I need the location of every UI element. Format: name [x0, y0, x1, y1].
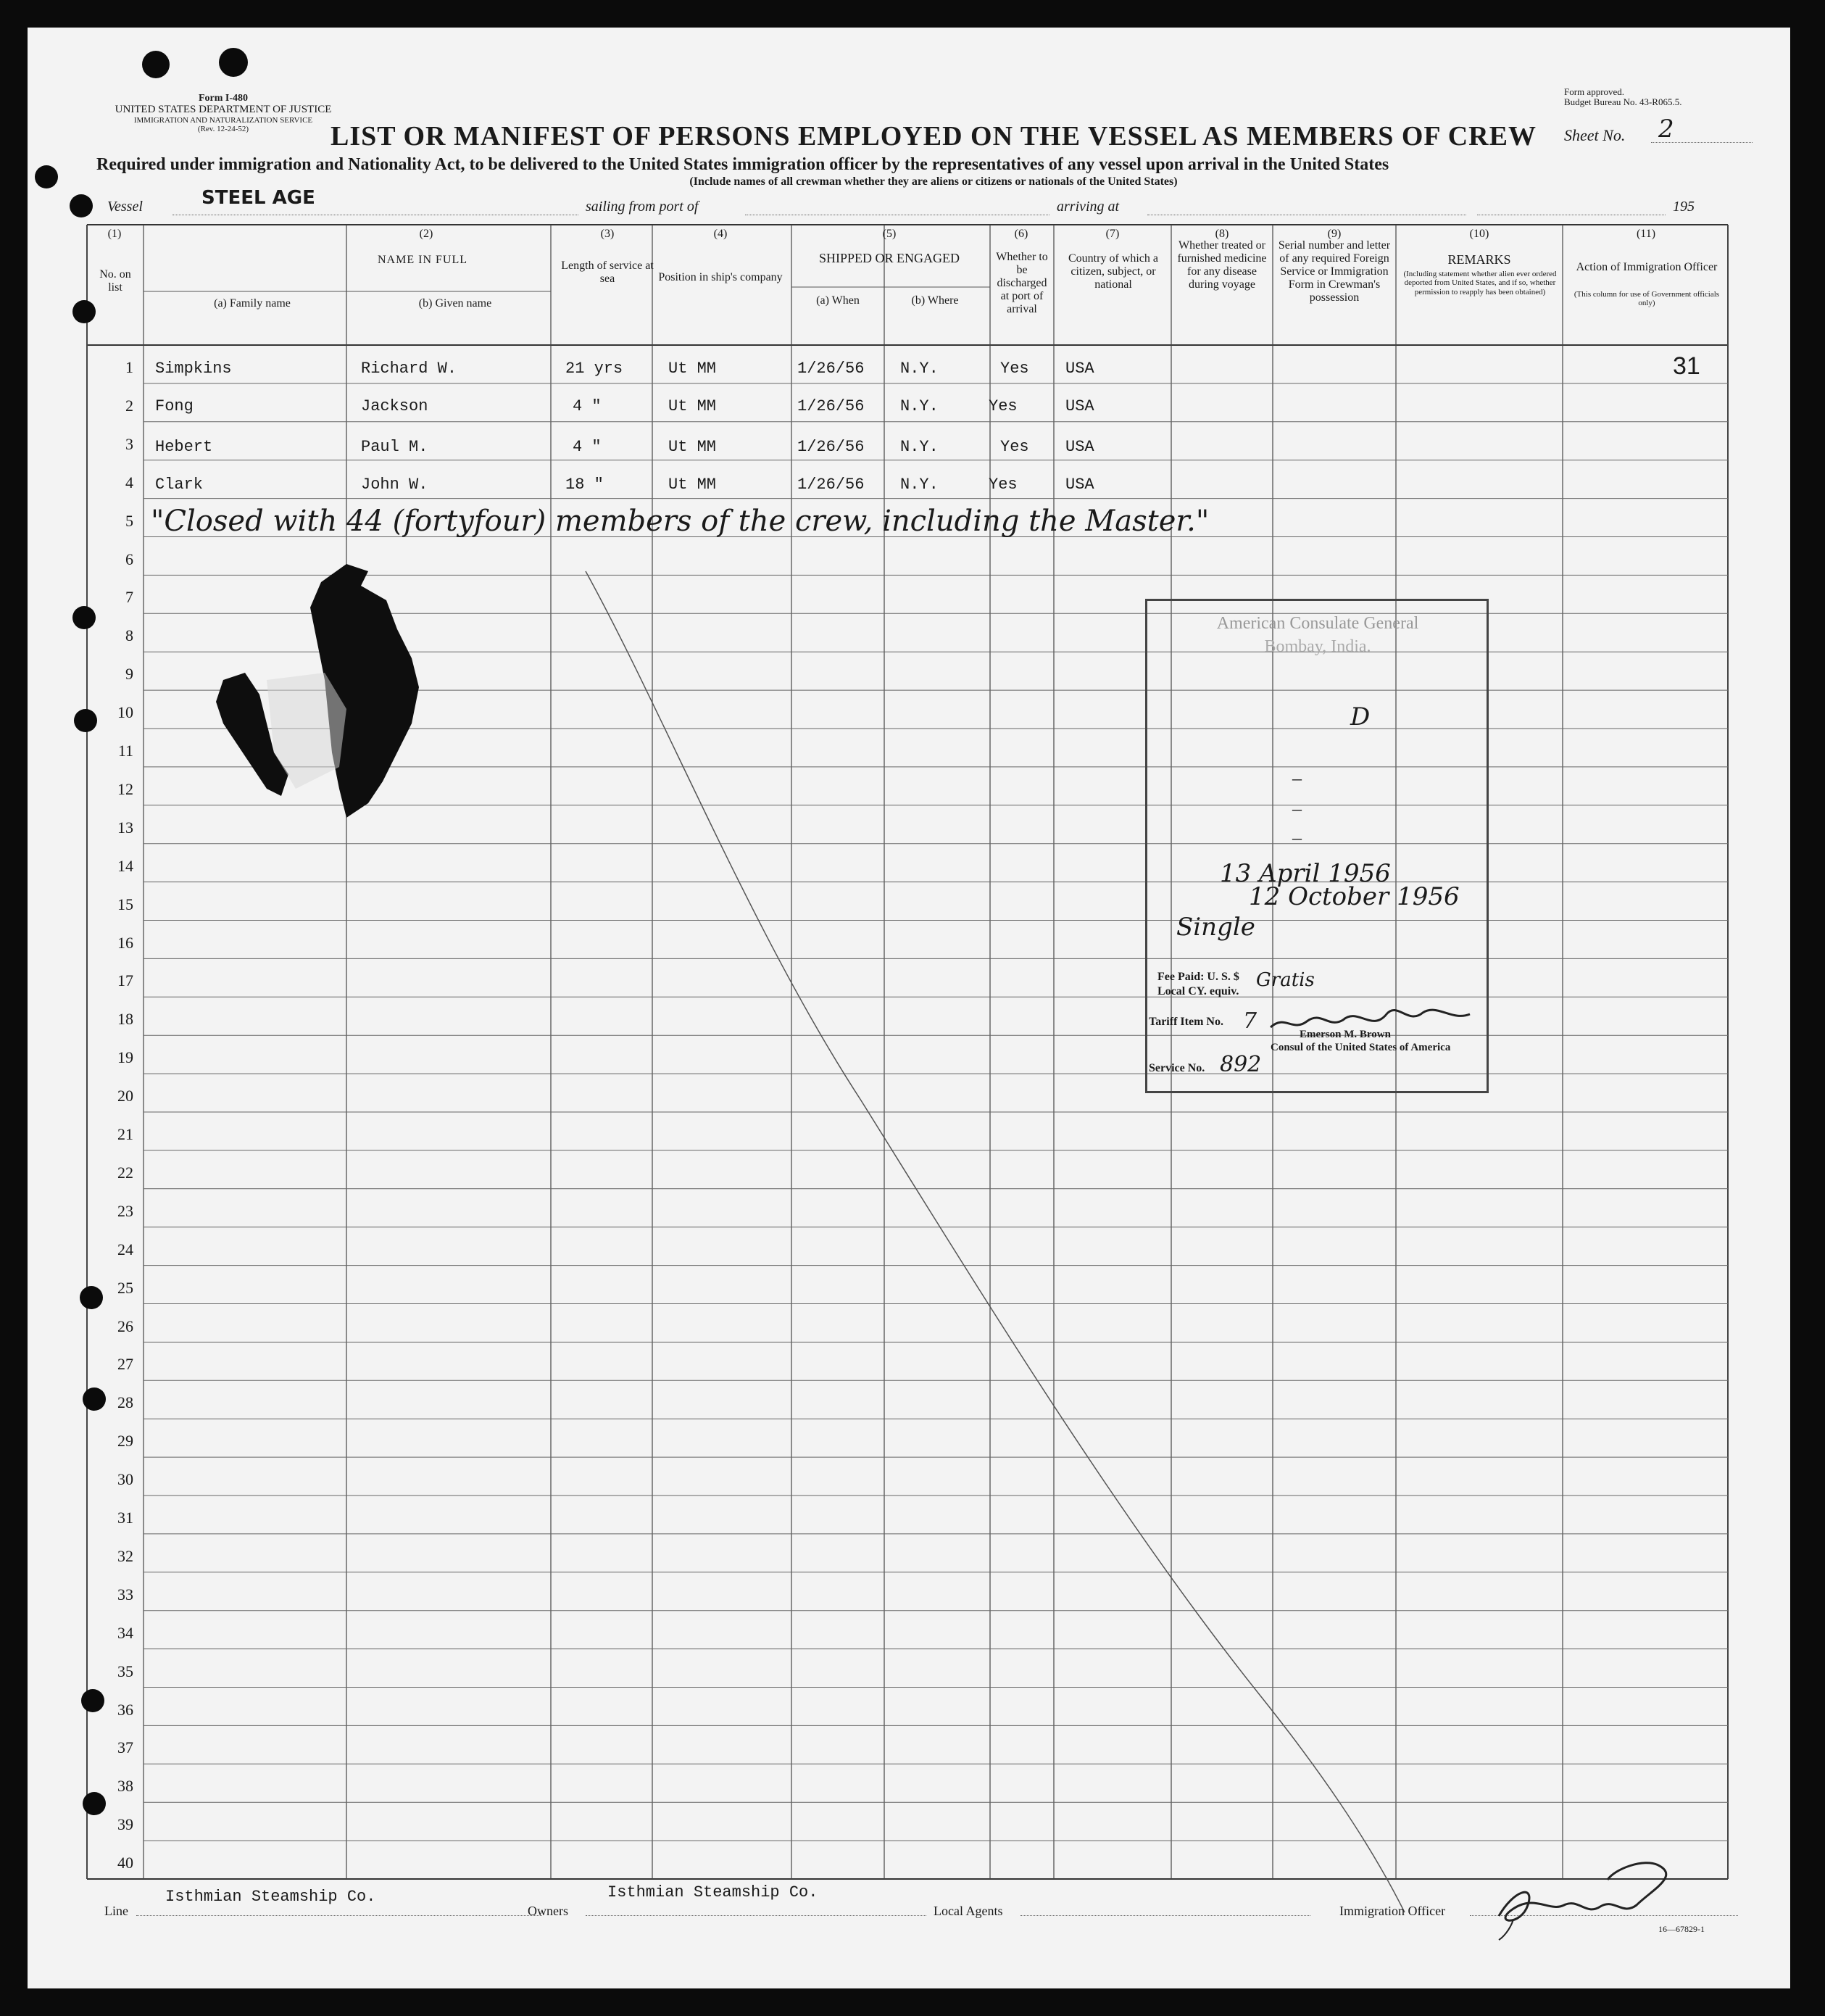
- ink-blot: [180, 549, 484, 854]
- length-of-service: 18 ": [565, 476, 604, 494]
- row-number: 2: [125, 396, 133, 415]
- country: USA: [1065, 397, 1094, 415]
- row-number: 38: [117, 1777, 133, 1796]
- col9-number: (9): [1327, 228, 1342, 240]
- row-number: 22: [117, 1163, 133, 1182]
- row-number: 40: [117, 1854, 133, 1872]
- shipped-when: 1/26/56: [797, 397, 865, 415]
- shipped-when: 1/26/56: [797, 360, 865, 378]
- requirement-text: Required under immigration and Nationality Act, to be delivered to the United States immigration officer by the representatives of any vessel upon arrival in the United States: [96, 155, 1389, 174]
- col2-number: (2): [419, 228, 433, 240]
- binder-hole: [72, 300, 96, 323]
- binder-hole: [74, 709, 97, 732]
- row-number: 17: [117, 971, 133, 990]
- row-number: 5: [125, 511, 133, 530]
- position: Ut MM: [668, 360, 717, 378]
- row-number: 13: [117, 818, 133, 837]
- budget-number: Budget Bureau No. 43-R065.5.: [1564, 96, 1682, 108]
- family-name: Clark: [155, 476, 204, 494]
- col2a-header: (a) Family name: [214, 297, 291, 310]
- line-value: Isthmian Steamship Co.: [165, 1888, 376, 1906]
- col11-number: (11): [1636, 228, 1656, 240]
- stamp-consul-name: Emerson M. Brown: [1300, 1029, 1391, 1040]
- row-number: 27: [117, 1355, 133, 1374]
- manifest-page: [28, 28, 1790, 1988]
- row-number: 18: [117, 1010, 133, 1029]
- binder-hole: [80, 1286, 103, 1309]
- row-number: 15: [117, 895, 133, 913]
- shipped-when: 1/26/56: [797, 476, 865, 494]
- col8-header: Whether treated or furnished medicine for any disease during voyage: [1177, 239, 1267, 291]
- shipped-where: N.Y.: [900, 360, 939, 378]
- row-number: 35: [117, 1662, 133, 1680]
- stamp-entry: Single: [1176, 913, 1255, 942]
- row-number: 12: [117, 779, 133, 798]
- shipped-where: N.Y.: [900, 397, 939, 415]
- col5b-header: (b) Where: [911, 294, 959, 307]
- stamp-service-value: 892: [1220, 1052, 1262, 1077]
- stamp-tariff-value: 7: [1243, 1008, 1257, 1034]
- stamp-tariff-label: Tariff Item No.: [1149, 1016, 1223, 1028]
- row-number: 24: [117, 1240, 133, 1258]
- col5-header: SHIPPED OR ENGAGED: [818, 251, 960, 265]
- row-number: 7: [125, 588, 133, 607]
- family-name: Simpkins: [155, 360, 232, 378]
- given-name: Paul M.: [361, 438, 428, 456]
- include-note: (Include names of all crewman whether they are aliens or citizens or nationals of the United States): [689, 175, 1178, 188]
- line-label: Line: [104, 1904, 128, 1918]
- arriving-label: arriving at: [1057, 199, 1120, 215]
- row-number: 11: [117, 742, 133, 760]
- col11-note: (This column for use of Government officials only): [1574, 290, 1720, 308]
- row-number: 8: [125, 626, 133, 645]
- position: Ut MM: [668, 438, 717, 456]
- shipped-where: N.Y.: [900, 476, 939, 494]
- officer-action: 31: [1673, 352, 1700, 380]
- col10-note: (Including statement whether alien ever ordered deported from United States, and if so, whether permission to reapply has been obtained): [1403, 270, 1557, 296]
- col4-header: Position in ship's company: [658, 271, 783, 283]
- given-name: John W.: [361, 476, 428, 494]
- row-number: 20: [117, 1087, 133, 1106]
- col3-header: Length of service at sea: [561, 260, 654, 285]
- row-number: 9: [125, 665, 133, 684]
- sailing-label: sailing from port of: [586, 199, 699, 215]
- length-of-service: 4 ": [573, 438, 602, 456]
- row-number: 34: [117, 1623, 133, 1642]
- length-of-service: 21 yrs: [565, 360, 623, 378]
- consulate-stamp: American Consulate General Bombay, India. D – – – 13 April 1956 12 October 1956 Single Fee Paid: U. S. $ Local CY. equiv. Gratis Tariff Item No. 7 Emerson M. Brown Consul of the United States of America Service No. 892: [1145, 599, 1489, 1093]
- row-number: 14: [117, 856, 133, 875]
- row-number: 21: [117, 1125, 133, 1143]
- row-number: 39: [117, 1815, 133, 1834]
- row-number: 36: [117, 1700, 133, 1719]
- row-number: 16: [117, 933, 133, 952]
- row-number: 26: [117, 1316, 133, 1335]
- binder-hole: [81, 1689, 104, 1712]
- col1-number: (1): [107, 228, 122, 240]
- stamp-consul-title: Consul of the United States of America: [1271, 1042, 1451, 1053]
- country: USA: [1065, 360, 1094, 378]
- row-number: 1: [125, 358, 133, 376]
- discharge: Yes: [1000, 360, 1029, 378]
- discharge: Yes: [989, 397, 1018, 415]
- stamp-fee-value: Gratis: [1256, 969, 1315, 991]
- owners-label: Owners: [528, 1904, 568, 1918]
- officer-label: Immigration Officer: [1339, 1904, 1446, 1918]
- col2b-header: (b) Given name: [418, 297, 492, 310]
- row-number: 10: [117, 703, 133, 722]
- col7-header: Country of which a citizen, subject, or national: [1068, 252, 1158, 291]
- department: UNITED STATES DEPARTMENT OF JUSTICE: [115, 104, 332, 116]
- row-number: 33: [117, 1585, 133, 1604]
- discharge: Yes: [989, 476, 1018, 494]
- stamp-local-label: Local CY. equiv.: [1157, 985, 1239, 997]
- vessel-name: STEEL AGE: [201, 187, 315, 209]
- stamp-date-issued: 13 April 1956: [1220, 859, 1391, 888]
- stamp-service-label: Service No.: [1149, 1062, 1205, 1074]
- punch-hole: [219, 48, 248, 77]
- given-name: Richard W.: [361, 360, 457, 378]
- row-number: 23: [117, 1201, 133, 1220]
- row-number: 3: [125, 434, 133, 453]
- agents-label: Local Agents: [934, 1904, 1003, 1918]
- stamp-date-valid: 12 October 1956: [1249, 882, 1460, 911]
- col11-header: Action of Immigration Officer: [1576, 261, 1718, 273]
- family-name: Fong: [155, 397, 194, 415]
- discharge: Yes: [1000, 438, 1029, 456]
- position: Ut MM: [668, 476, 717, 494]
- row-number: 6: [125, 549, 133, 568]
- country: USA: [1065, 476, 1094, 494]
- sheet-label: Sheet No.: [1564, 126, 1626, 144]
- row-number: 29: [117, 1432, 133, 1451]
- stamp-fee-label: Fee Paid: U. S. $: [1157, 971, 1239, 983]
- stamp-city: Bombay, India.: [1264, 637, 1371, 656]
- family-name: Hebert: [155, 438, 213, 456]
- punch-hole: [142, 51, 170, 78]
- shipped-when: 1/26/56: [797, 438, 865, 456]
- col10-header: REMARKS: [1447, 252, 1511, 267]
- print-code: 16—67829-1: [1658, 1924, 1705, 1934]
- col3-number: (3): [600, 228, 615, 240]
- table-grid: [28, 28, 1790, 1988]
- given-name: Jackson: [361, 397, 428, 415]
- row-number: 32: [117, 1546, 133, 1565]
- vessel-label: Vessel: [107, 199, 143, 215]
- row-number: 19: [117, 1048, 133, 1067]
- sheet-number: 2: [1658, 115, 1674, 144]
- form-number: Form I-480: [198, 93, 249, 104]
- binder-hole: [70, 194, 93, 217]
- row-number: 4: [125, 473, 133, 491]
- binder-hole: [83, 1387, 106, 1411]
- binder-hole: [35, 165, 58, 188]
- position: Ut MM: [668, 397, 717, 415]
- row-number: 30: [117, 1470, 133, 1489]
- year-label: 195: [1673, 199, 1695, 215]
- length-of-service: 4 ": [573, 397, 602, 415]
- col6-number: (6): [1014, 228, 1028, 240]
- col7-number: (7): [1105, 228, 1120, 240]
- stamp-consulate: American Consulate General: [1216, 614, 1419, 633]
- col10-number: (10): [1469, 228, 1489, 240]
- country: USA: [1065, 438, 1094, 456]
- row-number: 31: [117, 1509, 133, 1527]
- col5-number: (5): [882, 228, 897, 240]
- form-title: LIST OR MANIFEST OF PERSONS EMPLOYED ON THE VESSEL AS MEMBERS OF CREW: [331, 121, 1537, 152]
- binder-hole: [83, 1792, 106, 1815]
- col2-header: NAME IN FULL: [378, 254, 467, 266]
- shipped-where: N.Y.: [900, 438, 939, 456]
- col8-number: (8): [1215, 228, 1229, 240]
- row-number: 37: [117, 1738, 133, 1757]
- col4-number: (4): [713, 228, 728, 240]
- service-name: IMMIGRATION AND NATURALIZATION SERVICE: [133, 115, 313, 125]
- col9-header: Serial number and letter of any required Foreign Service or Immigration Form in Crewman's possession: [1278, 239, 1391, 304]
- row-number: 28: [117, 1393, 133, 1412]
- binder-hole: [72, 606, 96, 629]
- col1-header: No. on list: [99, 268, 131, 294]
- col5a-header: (a) When: [816, 294, 860, 307]
- owners-value: Isthmian Steamship Co.: [607, 1883, 818, 1901]
- col6-header: Whether to be discharged at port of arrival: [996, 251, 1048, 315]
- row-number: 25: [117, 1278, 133, 1297]
- revision: (Rev. 12-24-52): [197, 124, 249, 133]
- form-approved: Form approved.: [1564, 86, 1625, 97]
- stamp-mark: D: [1350, 702, 1371, 731]
- closing-note: "Closed with 44 (fortyfour) members of the crew, including the Master.": [151, 505, 1210, 538]
